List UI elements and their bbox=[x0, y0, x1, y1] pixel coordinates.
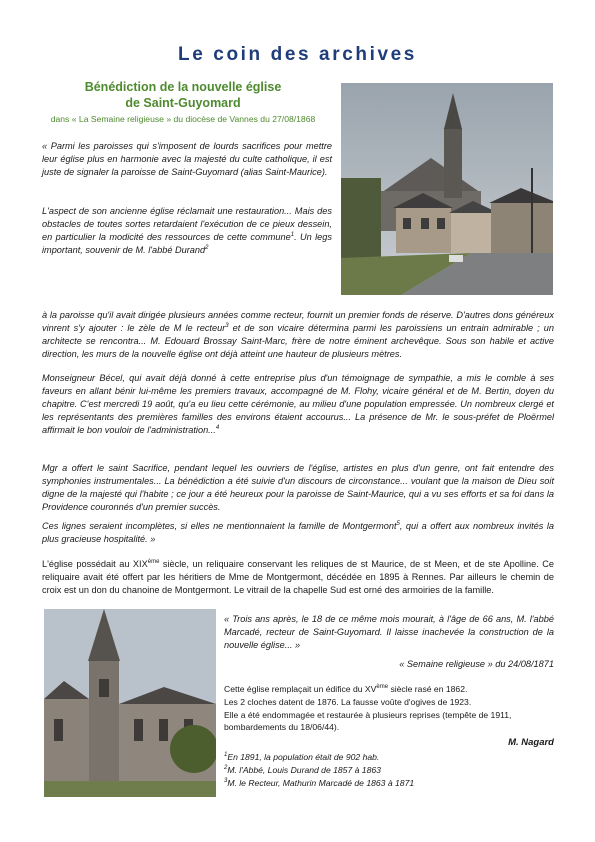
quote-p2-text-b: . Un legs important, souvenir de M. l'abbé Durand bbox=[42, 232, 332, 255]
note-line-1 bbox=[224, 683, 554, 695]
footnote-ref-1: 1 bbox=[290, 231, 295, 238]
quote-p3-text: Monseigneur Bécel, qui avait déjà donné à cette entreprise plus d'un témoignage de sympathie, a mis le comble à ses faveurs en allant bénir lui-même les premiers travaux, accompagné de M. Flohy, vicaire général et de M. Bertin, doyen du chapitre. C'est mercredi 19 août, qu'a eu lieu cette cérémonie, au milieu d'une population empressée. Un nombreux clergé et les représentants des premières familles des environs étaient accourus... La présence de Mr. le sous-préfet de Ploërmel affirmait le bon vouloir de l'administration... bbox=[42, 373, 554, 435]
article-title-line1: Bénédiction de la nouvelle église bbox=[84, 80, 282, 94]
quote-marcade-source: « Semaine religieuse » du 24/08/1871 bbox=[399, 659, 554, 669]
note-1-text-b: siècle rasé en 1862. bbox=[388, 684, 468, 694]
footnote-3-number: 3 bbox=[224, 778, 228, 785]
body-paragraph-1 bbox=[42, 558, 554, 597]
author-signature: M. Nagard bbox=[508, 737, 554, 748]
quote-p2-text-a: L'aspect de son ancienne église réclamait une restauration... Mais des obstacles de toutes sortes retardaient l'exécution de ce pieux dessein, en particulier la modicité des ressources de cette commune bbox=[42, 206, 332, 242]
quote-p2-text-c: à la paroisse qu'il avait dirigée plusieurs années comme recteur, fournit un premier fonds de réserve. D'autres dons généreux vinrent s'y ajouter : le zèle de M le recteur bbox=[42, 310, 554, 333]
quote-p5-text-b: , qui a offert aux nombreux invités la plus gracieuse hospitalité. » bbox=[42, 521, 555, 544]
footnote-ref-4: 4 bbox=[215, 424, 220, 431]
note-1-text-a: Cette église remplaçait un édifice du XV bbox=[224, 684, 377, 694]
quote-marcade: « Trois ans après, le 18 de ce même mois mourait, à l'âge de 66 ans, M. l'abbé Marcadé, recteur de Saint-Guyomard. Il laisse inachevée la construction de la nouvelle église... » bbox=[224, 614, 554, 650]
footnote-1-text: En 1891, la population était de 902 hab. bbox=[227, 752, 380, 762]
footnote-1 bbox=[224, 751, 554, 763]
village-church-photo bbox=[341, 83, 553, 295]
quote-paragraph-3 bbox=[42, 372, 554, 437]
quote-paragraph-2b bbox=[42, 309, 554, 361]
footnote-2-text: M. l'Abbé, Louis Durand de 1857 à 1863 bbox=[227, 765, 381, 775]
footnote-3 bbox=[224, 777, 554, 789]
footnote-2-number: 2 bbox=[224, 765, 228, 772]
footnote-ref-3: 3 bbox=[225, 322, 229, 329]
quote-paragraph-4: Mgr a offert le saint Sacrifice, pendant lequel les ouvriers de l'église, artistes en plus d'un genre, ont fait entendre des symphonies instrumentales... La bénédiction a été suivie d'un discours de circonstance... voulant que la maison de Dieu soit digne de la majesté qui l'habite ; ce jour a été heureux pour la paroisse de Saint-Maurice, qui a vu ses efforts et sa foi dans la Providence couronnés d'un premier succès. bbox=[42, 463, 554, 512]
body-p1-text-b: siècle, un reliquaire conservant les reliques de st Maurice, de st Meen, et de ste Apolline. Ce reliquaire avait été offert par les héritiers de Mme de Montgermont, décédée en 1895 à Rennes. Par ailleurs le chemin de croix est un don du chanoine de Montgermont. Le vitrail de la chapelle Sud est orné des armoiries de la famille. bbox=[42, 559, 555, 595]
century-suffix: ème bbox=[147, 558, 160, 565]
quote-paragraph-2a bbox=[42, 205, 332, 257]
footnote-2 bbox=[224, 764, 554, 776]
quote-paragraph-1: « Parmi les paroisses qui s'imposent de lourds sacrifices pour mettre leur église plus en harmonie avec la majesté du culte catholique, il est juste de signaler la paroisse de Saint-Guyomard (alias Saint-Maurice). bbox=[42, 141, 332, 177]
article-title-line2: de Saint-Guyomard bbox=[125, 96, 241, 110]
page-title: Le coin des archives bbox=[178, 44, 417, 65]
article-source: dans « La Semaine religieuse » du diocèse de Vannes du 27/08/1868 bbox=[50, 114, 316, 124]
note-line-3: Elle a été endommagée et restaurée à plusieurs reprises (tempête de 1911, bombardements du 18/06/44). bbox=[224, 710, 512, 733]
note-line-2: Les 2 cloches datent de 1876. La fausse voûte d'ogives de 1923. bbox=[224, 697, 472, 707]
quote-p5-text-a: Ces lignes seraient incomplètes, si elles ne mentionnaient la famille de Montgermont bbox=[42, 521, 397, 531]
footnote-3-text: M. le Recteur, Mathurin Marcadé de 1863 à 1871 bbox=[227, 778, 415, 788]
quote-paragraph-5 bbox=[42, 520, 554, 546]
footnote-1-number: 1 bbox=[224, 752, 228, 759]
quote-p2-text-d: et de son vicaire détermina parmi les paroissiens un entrain admirable ; un architecte se rencontra... M. Edouard Brossay Saint-Marc, frère de notre éminent archevêque. Sous son habile et active direction, les murs de la nouvelle église ont déjà atteint une hauteur de plusieurs mètres. bbox=[42, 323, 554, 359]
church-photo bbox=[44, 609, 216, 797]
body-p1-text-a: L'église possédait au XIX bbox=[42, 559, 148, 569]
century-suffix-2: ème bbox=[376, 684, 389, 691]
footnote-ref-2: 2 bbox=[205, 244, 209, 251]
footnote-ref-5: 5 bbox=[396, 520, 400, 527]
